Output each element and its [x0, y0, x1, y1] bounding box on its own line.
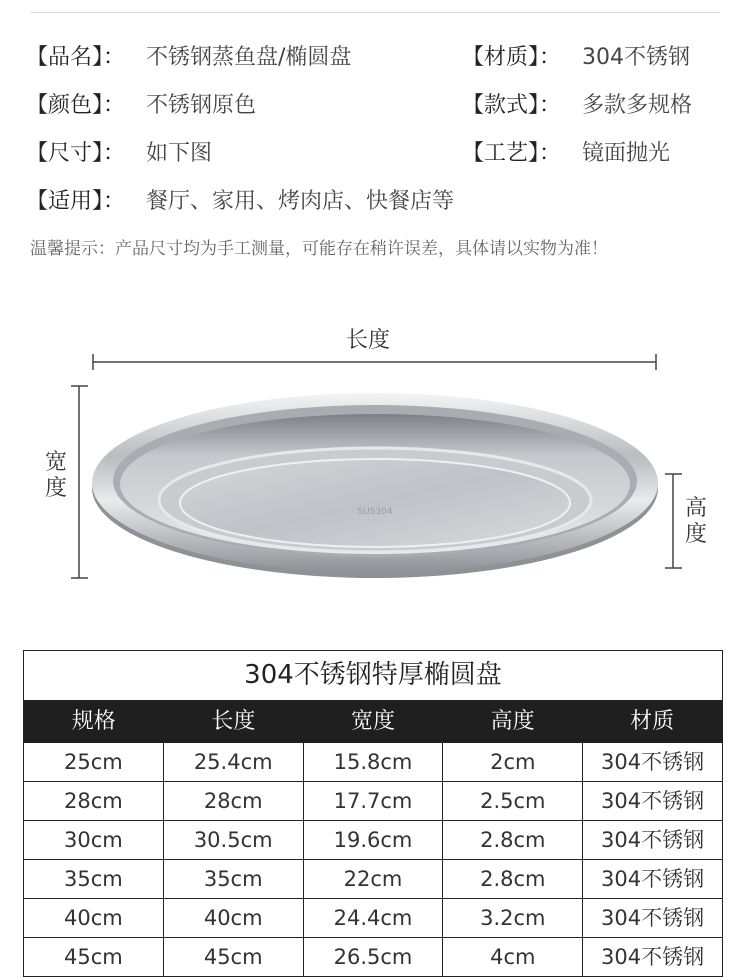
cell-spec: 28cm [24, 782, 164, 820]
cell-material: 304不锈钢 [601, 750, 705, 774]
plate-diagram [0, 340, 750, 590]
cell-height: 2cm [443, 743, 583, 781]
cell-material: 304不锈钢 [601, 789, 705, 813]
cell-height: 3.2cm [443, 899, 583, 937]
cell-length: 35cm [164, 860, 304, 898]
header-material: 材质 [630, 709, 675, 734]
cell-length: 45cm [164, 938, 304, 976]
oval-plate-image [92, 393, 658, 578]
spec-material-label: 【材质】： [462, 45, 562, 70]
cell-length: 30.5cm [164, 821, 304, 859]
cell-height: 4cm [443, 938, 583, 976]
cell-spec: 45cm [24, 938, 164, 976]
cell-material: 304不锈钢 [601, 906, 705, 930]
cell-width: 26.5cm [304, 938, 444, 976]
spec-craft-label: 【工艺】： [462, 141, 562, 166]
header-length: 长度 [211, 709, 256, 734]
cell-material: 304不锈钢 [601, 945, 705, 969]
spec-name-value: 不锈钢蒸鱼盘/椭圆盘 [146, 45, 352, 70]
cell-height: 2.5cm [443, 782, 583, 820]
spec-color [26, 88, 257, 124]
cell-spec: 40cm [24, 899, 164, 937]
spec-name-label: 【品名】： [26, 45, 126, 70]
spec-material [462, 40, 690, 76]
height-label-1: 高 [684, 496, 707, 521]
width-label-1: 宽 [44, 450, 67, 475]
spec-material-value: 304不锈钢 [582, 45, 690, 70]
length-label: 长度 [346, 328, 391, 353]
table-row [24, 938, 722, 977]
table-title: 304不锈钢特厚椭圆盘 [24, 651, 722, 701]
spec-style-value: 多款多规格 [582, 93, 693, 118]
cell-material: 304不锈钢 [601, 867, 705, 891]
table-row [24, 899, 722, 938]
table-row [24, 743, 722, 782]
spec-color-value: 不锈钢原色 [146, 93, 257, 118]
cell-material: 304不锈钢 [601, 828, 705, 852]
spec-size-label: 【尺寸】： [26, 141, 126, 166]
cell-width: 24.4cm [304, 899, 444, 937]
spec-craft [462, 136, 671, 172]
spec-name [26, 40, 352, 76]
table-row [24, 782, 722, 821]
header-width: 宽度 [350, 709, 395, 734]
top-divider [30, 12, 720, 13]
height-label-2: 度 [684, 522, 707, 547]
spec-size-value: 如下图 [146, 141, 213, 166]
spec-usage-label: 【适用】： [26, 189, 126, 214]
cell-width: 15.8cm [304, 743, 444, 781]
length-dimension-line [93, 354, 656, 370]
cell-length: 40cm [164, 899, 304, 937]
table-row [24, 860, 722, 899]
table-row [24, 821, 722, 860]
cell-length: 25.4cm [164, 743, 304, 781]
spec-color-label: 【颜色】： [26, 93, 126, 118]
spec-craft-value: 镜面抛光 [582, 141, 671, 166]
cell-width: 17.7cm [304, 782, 444, 820]
cell-spec: 25cm [24, 743, 164, 781]
width-label-2: 度 [44, 476, 67, 501]
spec-style-label: 【款式】： [462, 93, 562, 118]
spec-usage [26, 184, 455, 220]
spec-style [462, 88, 693, 124]
measurement-note: 温馨提示：产品尺寸均为手工测量，可能存在稍许误差，具体请以实物为准！ [30, 239, 608, 259]
table-header [24, 701, 722, 743]
cell-spec: 30cm [24, 821, 164, 859]
header-spec: 规格 [71, 709, 116, 734]
height-dimension-line [665, 474, 682, 568]
cell-width: 22cm [304, 860, 444, 898]
cell-length: 28cm [164, 782, 304, 820]
spec-usage-value: 餐厅、家用、烤肉店、快餐店等 [146, 189, 455, 214]
cell-spec: 35cm [24, 860, 164, 898]
cell-height: 2.8cm [443, 821, 583, 859]
header-height: 高度 [490, 709, 535, 734]
size-table [23, 650, 723, 977]
cell-width: 19.6cm [304, 821, 444, 859]
plate-stamp: SUS304 [357, 507, 393, 517]
width-dimension-line [71, 386, 88, 578]
cell-height: 2.8cm [443, 860, 583, 898]
spec-size [26, 136, 213, 172]
